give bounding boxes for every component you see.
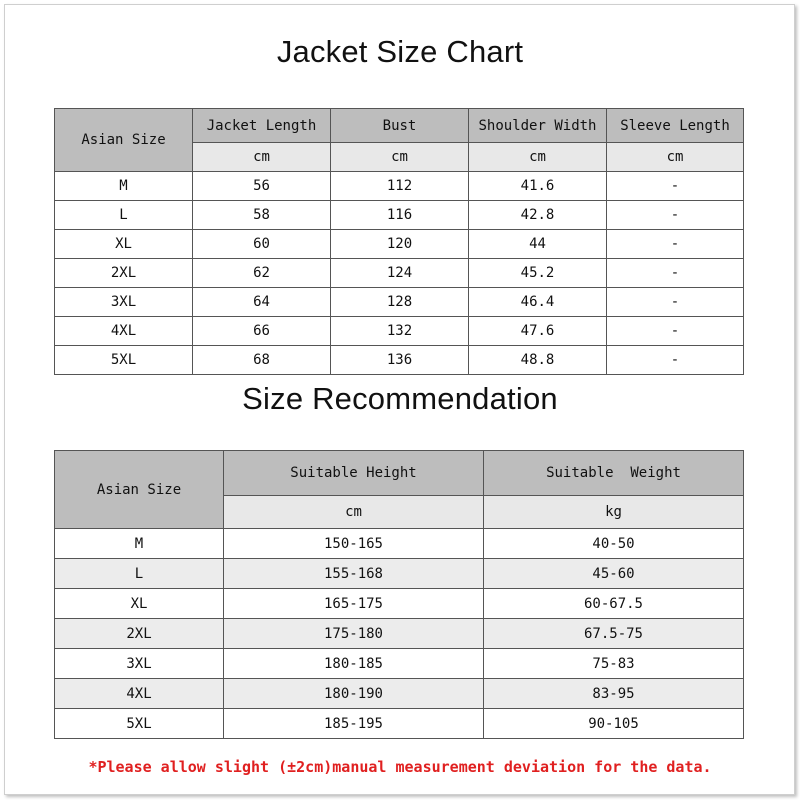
size-cell: 5XL <box>55 709 224 739</box>
table-cell: 180-185 <box>224 649 484 679</box>
table-row <box>55 230 744 259</box>
size-cell: 4XL <box>55 317 193 346</box>
table-cell: 124 <box>331 259 469 288</box>
size-header: Asian Size <box>55 109 193 172</box>
column-header: Suitable Height <box>224 451 484 496</box>
table-cell: - <box>607 288 744 317</box>
table-cell: - <box>607 230 744 259</box>
column-header: Sleeve Length <box>607 109 744 143</box>
table-cell: 64 <box>193 288 331 317</box>
table-cell: 47.6 <box>469 317 607 346</box>
size-cell: XL <box>55 230 193 259</box>
table-cell: 42.8 <box>469 201 607 230</box>
table-row <box>55 172 744 201</box>
table-cell: 83-95 <box>484 679 744 709</box>
unit-cell: cm <box>469 143 607 172</box>
size-cell: M <box>55 172 193 201</box>
table-cell: 136 <box>331 346 469 375</box>
table-cell: 155-168 <box>224 559 484 589</box>
table-row <box>55 709 744 739</box>
column-header: Bust <box>331 109 469 143</box>
table-row <box>55 346 744 375</box>
unit-cell: cm <box>224 496 484 529</box>
table-cell: 112 <box>331 172 469 201</box>
table-cell: 40-50 <box>484 529 744 559</box>
table-row <box>55 679 744 709</box>
table-cell: 116 <box>331 201 469 230</box>
table-cell: 180-190 <box>224 679 484 709</box>
measurement-note: *Please allow slight (±2cm)manual measurement deviation for the data. <box>88 758 712 776</box>
table-cell: - <box>607 317 744 346</box>
column-header: Shoulder Width <box>469 109 607 143</box>
table-cell: 45.2 <box>469 259 607 288</box>
table-cell: - <box>607 259 744 288</box>
table-cell: 66 <box>193 317 331 346</box>
unit-cell: cm <box>607 143 744 172</box>
unit-cell: cm <box>193 143 331 172</box>
table-row <box>55 619 744 649</box>
column-header: Suitable Weight <box>484 451 744 496</box>
table-row <box>55 649 744 679</box>
table-cell: 58 <box>193 201 331 230</box>
table-row <box>55 201 744 230</box>
table-cell: 48.8 <box>469 346 607 375</box>
table-cell: 56 <box>193 172 331 201</box>
size-cell: 3XL <box>55 288 193 317</box>
table-cell: 44 <box>469 230 607 259</box>
table-cell: 46.4 <box>469 288 607 317</box>
table-cell: 60 <box>193 230 331 259</box>
table-cell: 128 <box>331 288 469 317</box>
table-row <box>55 259 744 288</box>
table-cell: 90-105 <box>484 709 744 739</box>
column-header: Jacket Length <box>193 109 331 143</box>
size-cell: 5XL <box>55 346 193 375</box>
size-cell: 2XL <box>55 619 224 649</box>
size-cell: 2XL <box>55 259 193 288</box>
size-cell: L <box>55 201 193 230</box>
table-cell: 68 <box>193 346 331 375</box>
size-cell: XL <box>55 589 224 619</box>
table-cell: 62 <box>193 259 331 288</box>
size-chart-title: Jacket Size Chart <box>276 34 524 69</box>
table-cell: 175-180 <box>224 619 484 649</box>
table-cell: 41.6 <box>469 172 607 201</box>
size-cell: L <box>55 559 224 589</box>
table-cell: 185-195 <box>224 709 484 739</box>
table-cell: 132 <box>331 317 469 346</box>
table-row <box>55 559 744 589</box>
table-cell: 45-60 <box>484 559 744 589</box>
table-cell: 60-67.5 <box>484 589 744 619</box>
table-cell: - <box>607 201 744 230</box>
table-cell: - <box>607 346 744 375</box>
size-recommendation-table <box>54 450 744 739</box>
table-cell: 165-175 <box>224 589 484 619</box>
table-row <box>55 589 744 619</box>
unit-cell: kg <box>484 496 744 529</box>
table-row <box>55 317 744 346</box>
size-chart-table <box>54 108 744 375</box>
size-recommendation-title: Size Recommendation <box>242 381 558 416</box>
table-cell: 150-165 <box>224 529 484 559</box>
size-cell: 4XL <box>55 679 224 709</box>
table-cell: 67.5-75 <box>484 619 744 649</box>
table-cell: 75-83 <box>484 649 744 679</box>
unit-cell: cm <box>331 143 469 172</box>
size-cell: 3XL <box>55 649 224 679</box>
table-cell: - <box>607 172 744 201</box>
table-row <box>55 288 744 317</box>
table-row <box>55 529 744 559</box>
size-header: Asian Size <box>55 451 224 529</box>
table-cell: 120 <box>331 230 469 259</box>
size-cell: M <box>55 529 224 559</box>
